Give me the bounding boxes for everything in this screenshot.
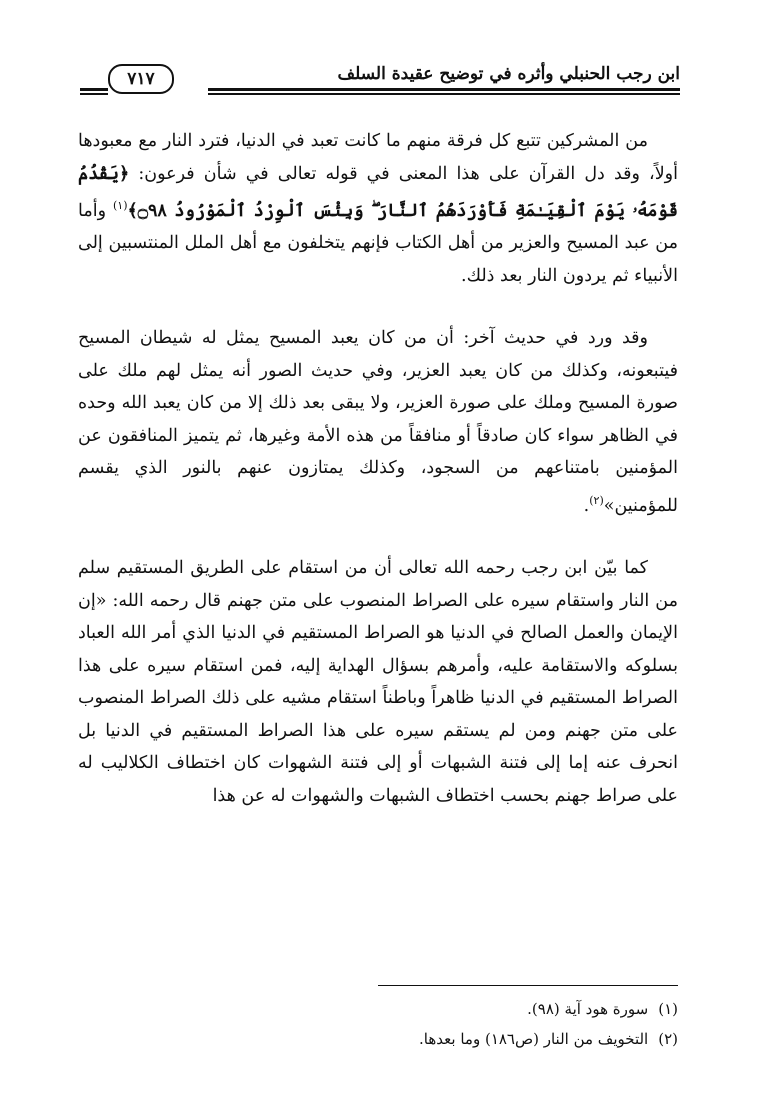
page-header (80, 58, 680, 98)
page-number: ٧١٧ (108, 64, 174, 94)
footnote-text: سورة هود آية (٩٨). (527, 1000, 649, 1018)
footnote-text: التخويف من النار (ص١٨٦) وما بعدها. (419, 1030, 649, 1048)
header-rule (208, 93, 680, 95)
paragraph (78, 125, 678, 292)
paragraph-text: من المشركين تتبع كل فرقة منهم ما كانت تعبد في الدنيا، فترد النار مع معبودها أولاً، وقد دل القرآن على هذا المعنى في قوله تعالى في شأن فرعون: (78, 131, 678, 184)
paragraph-text: كما بيّن ابن رجب رحمه الله تعالى أن من استقام على الطريق المستقيم سلم من النار واستقام سيره على الصراط المنصوب على متن جهنم قال رحمه الله: «إن الإيمان والعمل الصالح في الدنيا هو الصراط المستقيم في الدنيا الذي أمر الله العباد بسلوكه والاستقامة عليه، وأمرهم بسؤال الهداية إليه، فمن استقام سيره على هذا الصراط المستقيم في الدنيا ظاهراً وباطناً استقام مشيه على ذلك الصراط المنصوب على متن جهنم ومن لم يستقم سيره على هذا الصراط المستقيم في الدنيا بل انحرف عنه إما إلى فتنة الشبهات أو إلى فتنة الشهوات كان اختطاف الكلاليب له على صراط جهنم بحسب اختطاف الشبهات والشهوات له عن هذا (78, 558, 679, 806)
paragraph-text: وقد ورد في حديث آخر: أن من كان يعبد المسيح يمثل له شيطان المسيح فيتبعونه، وكذلك من كان يعبد العزير، وفي حديث الصور أنه يمثل لهم ملك على صورة المسيح وملك على صورة العزير، ولا يبقى بعد ذلك إلا من كان يعبد الله وحده في الظاهر سواء كان صادقاً أو منافقاً من هذه الأمة وغيرها، ثم يتميز المنافقون عن المؤمنين بامتناعهم من السجود، وكذلك يمتازون عنهم بالنور الذي يقسم للمؤمنين» (78, 328, 678, 516)
footnote-number: (٢) (658, 1030, 678, 1048)
paragraph-text: وأما من عبد المسيح والعزير من أهل الكتاب فإنهم يتخلفون مع أهل الملل المنتسبين إلى الأنبياء ثم يردون النار بعد ذلك. (78, 200, 678, 286)
header-rule (80, 93, 108, 95)
running-title: ابن رجب الحنبلي وأثره في توضيح عقيدة السلف (337, 64, 680, 84)
main-text (78, 125, 678, 812)
header-rule (80, 88, 108, 91)
footnote-ref: (١) (113, 199, 128, 212)
paragraph (78, 552, 678, 812)
footnote-number: (١) (658, 1000, 678, 1018)
paragraph (78, 322, 678, 522)
header-rule (208, 88, 680, 91)
footnote-separator (378, 985, 678, 986)
footnote-ref: (٢) (589, 493, 604, 507)
footnote (78, 1024, 678, 1054)
footnotes (78, 994, 678, 1054)
quran-verse: ﴿يَقْدُمُ قَوْمَهُۥ يَوْمَ ٱلْقِيَـٰمَةِ فَأَوْرَدَهُمُ ٱلنَّارَ ۖ وَبِئْسَ ٱلْوِرْدُ ٱلْمَوْرُودُ ۝٩٨﴾ (78, 163, 678, 221)
paragraph-text: . (583, 495, 590, 516)
footnote (78, 994, 678, 1024)
